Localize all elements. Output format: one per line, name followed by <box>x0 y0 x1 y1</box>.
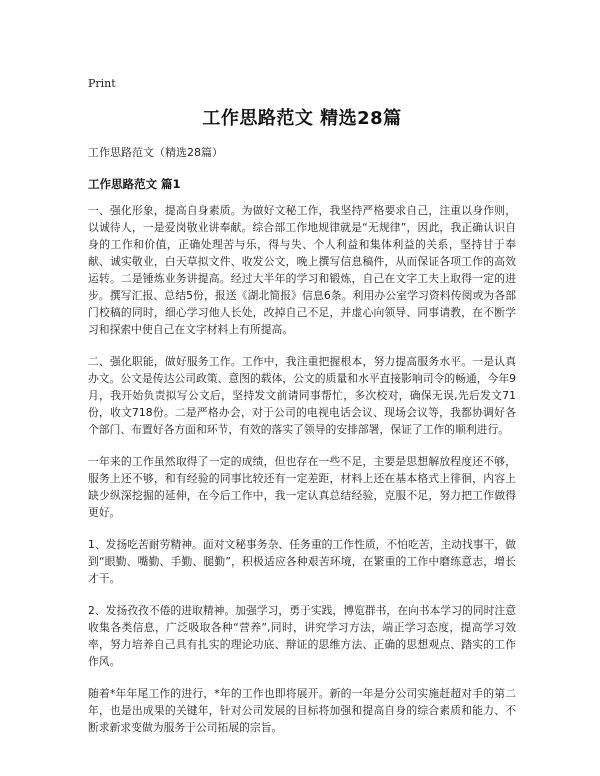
document-subtitle: 工作思路范文（精选28篇） <box>88 146 223 159</box>
paragraph-5: 2、发扬孜孜不倦的进取精神。加强学习，勇于实践，博览群书，在向书本学习的同时注意收集各类信息，广泛吸取各种“营养”,同时，讲究学习方法，端正学习态度，提高学习效率，努力培养自己具有扎实的理论功底、辩证的思维方法、正确的思想观点、踏实的工作作风。 <box>88 604 516 668</box>
page-title: 工作思路范文 精选28篇 <box>202 108 402 129</box>
paragraph-1: 一、强化形象，提高自身素质。为做好文秘工作，我坚持严格要求自己，注重以身作则，以诚待人，一是爱岗敬业讲奉献。综合部工作地规律就是“无规律”，因此，我正确认识自身的工作和价值，正确处理苦与乐，得与失、个人利益和集体利益的关系，坚持甘于奉献、诚实敬业，白天草拟文件、收发公文，晚上撰写信息稿件，从而保证各项工作的高效运转。二是锤炼业务讲提高。经过大半年的学习和锻炼，自己在文字工夫上取得一定的进步。撰写汇报、总结5份，报送《湖北简报》信息6条。利用办公室学习资料传阅或为各部门校稿的同时，细心学习他人长处，改掉自己不足，并虚心向领导、同事请教，在不断学习和探索中使自己在文字材料上有所提高。 <box>88 204 516 336</box>
paragraph-3: 一年来的工作虽然取得了一定的成绩，但也存在一些不足，主要是思想解放程度还不够，服务上还不够，和有经验的同事比较还有一定差距，材料上还在基本格式上徘徊，内容上缺少纵深挖掘的延伸，在今后工作中，我一定认真总结经验，克服不足，努力把工作做得更好。 <box>88 455 516 519</box>
print-link[interactable]: Print <box>88 77 116 90</box>
paragraph-6: 随着*年年尾工作的进行，*年的工作也即将展开。新的一年是分公司实施赶超对手的第二年，也是出成果的关键年，针对公司发展的目标将加强和提高自身的综合素质和能力、不断求新求变做为服务于公司拓展的宗旨。 <box>88 687 516 734</box>
section-heading: 工作思路范文 篇1 <box>88 177 181 191</box>
paragraph-4: 1、发扬吃苦耐劳精神。面对文秘事务杂、任务重的工作性质，不怕吃苦，主动找事干，做到“眼勤、嘴勤、手勤、腿勤”，积极适应各种艰苦环境，在繁重的工作中磨练意志，增长才干。 <box>88 538 516 585</box>
paragraph-2: 二、强化职能，做好服务工作。工作中，我注重把握根本，努力提高服务水平。一是认真办文。公文是传达公司政策、意图的载体，公文的质量和水平直接影响司令的畅通，今年9月，我开始负责拟写公文后，坚持发文前请同事帮忙，多次校对，确保无误,先后发文71份，收文718份。二是严格办会，对于公司的电视电话会议、现场会议等，我都协调好各个部门、布置好各方面和环节，有效的落实了领导的安排部署，保证了工作的顺利进行。 <box>88 355 516 436</box>
